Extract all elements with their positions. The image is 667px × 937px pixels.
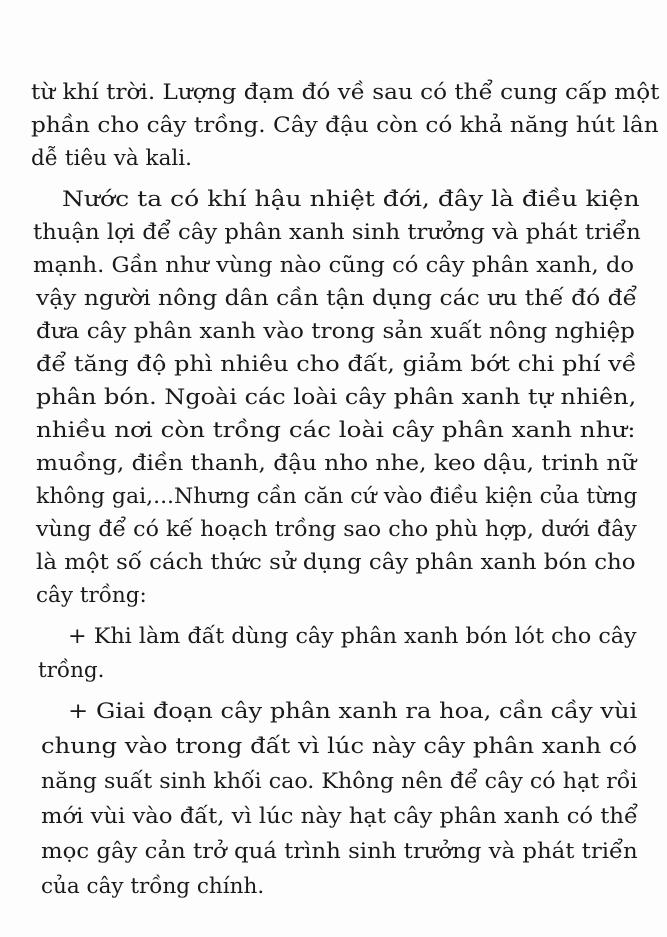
text-line: là một số cách thức sử dụng cây phân xanh bón cho [36,550,636,575]
text-line: mạnh. Gần như vùng nào cũng có cây phân xanh, do [33,253,634,278]
text-line: + Giai đoạn cây phân xanh ra hoa, cần cầy vùi [68,699,638,724]
text-line: không gai,...Nhưng cần căn cứ vào điều kiện của từng [36,484,638,509]
text-line: trồng. [38,658,105,683]
text-line: vậy người nông dân cần tận dụng các ưu thế đó để [36,286,637,311]
text-line: Nước ta có khí hậu nhiệt đới, đây là điều kiện [62,187,640,212]
text-line: của cây trồng chính. [41,874,265,899]
text-line: đưa cây phân xanh vào trong sản xuất nông nghiệp [36,319,635,344]
text-line: muồng, điền thanh, đậu nho nhe, keo dậu, trinh nữ [36,451,637,476]
text-line: mới vùi vào đất, vì lúc này hạt cây phân xanh có thể [41,804,638,829]
text-line: từ khí trời. Lượng đạm đó về sau có thể cung cấp một [31,80,660,105]
text-line: phân bón. Ngoài các loài cây phân xanh tự nhiên, [36,385,637,410]
text-line: thuận lợi để cây phân xanh sinh trưởng và phát triển [33,220,641,245]
text-line: vùng để có kế hoạch trồng sao cho phù hợp, dưới đây [36,517,637,542]
text-line: cây trồng: [36,583,147,608]
text-line: + Khi làm đất dùng cây phân xanh bón lót cho cây [68,624,637,649]
text-line: dễ tiêu và kali. [31,146,192,171]
text-line: phần cho cây trồng. Cây đậu còn có khả năng hút lân [31,113,659,138]
text-line: nhiều nơi còn trồng các loài cây phân xanh như: [36,418,636,443]
text-line: chung vào trong đất vì lúc này cây phân xanh có [41,734,638,759]
text-line: để tăng độ phì nhiêu cho đất, giảm bớt chi phí về [36,352,637,377]
text-line: mọc gây cản trở quá trình sinh trưởng và phát triển [41,839,638,864]
text-line: năng suất sinh khối cao. Không nên để cây có hạt rồi [41,769,638,794]
